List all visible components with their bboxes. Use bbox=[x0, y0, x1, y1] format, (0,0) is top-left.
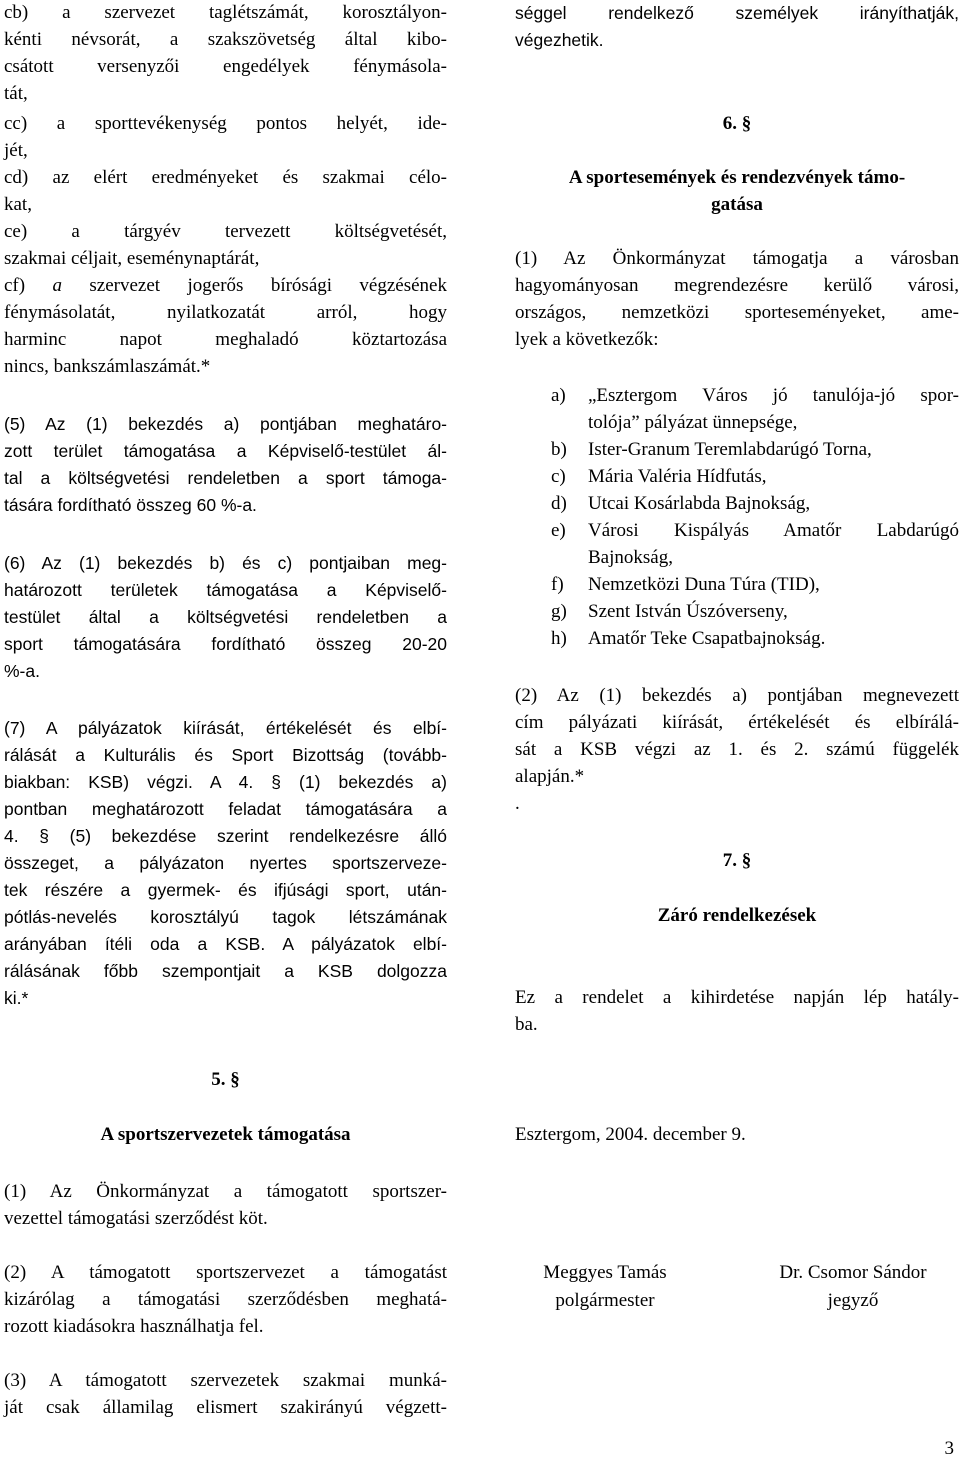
list-item bbox=[515, 518, 959, 544]
text-line: hagyományosan megrendezésre kerülő városi, bbox=[515, 275, 959, 296]
text-line: tek részére a gyermek- és ifjúsági sport, után- bbox=[4, 880, 447, 900]
list-item bbox=[515, 626, 959, 652]
text-line: (1) Az Önkormányzat a támogatott sportszer- bbox=[4, 1181, 447, 1202]
text-line: fénymásolatát, nyilatkozatát arról, hogy bbox=[4, 302, 447, 323]
text-line: séggel rendelkező személyek irányíthatják, bbox=[515, 3, 959, 23]
place-date: Esztergom, 2004. december 9. bbox=[515, 1124, 746, 1145]
text-line: kizárólag a támogatási szerződésben meghatá- bbox=[4, 1289, 447, 1310]
text-line: ját csak államilag elismert szakirányú végzett- bbox=[4, 1397, 447, 1418]
list-item bbox=[515, 437, 959, 463]
text-line: országos, nemzetközi sporteseményeket, ame- bbox=[515, 302, 959, 323]
text-line bbox=[4, 273, 447, 299]
list-label: e) bbox=[551, 520, 566, 541]
text-line: tát, bbox=[4, 83, 28, 104]
text-line: ki.* bbox=[4, 988, 29, 1008]
section-title: A sportszervezetek támogatása bbox=[100, 1124, 351, 1145]
section-number: 6. § bbox=[722, 113, 752, 134]
list-item bbox=[515, 572, 959, 598]
text-line: zott terület támogatása a Képviselő-testület ál- bbox=[4, 441, 447, 461]
text-line: cb) a szervezet taglétszámát, korosztályon- bbox=[4, 2, 447, 23]
signatory-title: jegyző bbox=[827, 1290, 879, 1311]
text-line: cd) az elért eredményeket és szakmai célo- bbox=[4, 167, 447, 188]
text-line: (7) A pályázatok kiírását, értékelését és elbí- bbox=[4, 718, 447, 738]
text-line: rozott kiadásokra használhatja fel. bbox=[4, 1316, 264, 1337]
text-line: alapján.* bbox=[515, 766, 585, 787]
signatory-title: polgármester bbox=[555, 1290, 655, 1311]
list-label: b) bbox=[551, 439, 567, 460]
section-title: Záró rendelkezések bbox=[657, 905, 817, 926]
text-line: ba. bbox=[515, 1014, 538, 1035]
italic-word: a bbox=[52, 275, 62, 296]
list-text: Nemzetközi Duna Túra (TID), bbox=[588, 574, 820, 595]
text-line: %-a. bbox=[4, 661, 40, 681]
page-number: 3 bbox=[944, 1438, 954, 1459]
text-line: végezhetik. bbox=[515, 30, 604, 50]
list-label: f) bbox=[551, 574, 564, 595]
text-line: (6) Az (1) bekezdés b) és c) pontjaiban meg- bbox=[4, 553, 447, 573]
text-line: nincs, bankszámlaszámát.* bbox=[4, 356, 211, 377]
text-line: vezettel támogatási szerződést köt. bbox=[4, 1208, 268, 1229]
list-item bbox=[515, 599, 959, 625]
text-line: szakmai céljait, eseménynaptárát, bbox=[4, 248, 260, 269]
section-number: 7. § bbox=[722, 850, 752, 871]
list-marker: cf) bbox=[4, 275, 53, 296]
text-line: tására fordítható összeg 60 %-a. bbox=[4, 495, 257, 515]
text-line: (1) Az Önkormányzat támogatja a városban bbox=[515, 248, 959, 269]
text-line: rálását a Kulturális és Sport Bizottság (tovább- bbox=[4, 745, 447, 765]
text-line: (2) Az (1) bekezdés a) pontjában megnevezett bbox=[515, 685, 959, 706]
text-line: Ez a rendelet a kihirdetése napján lép hatály- bbox=[515, 987, 959, 1008]
signatory-name: Dr. Csomor Sándor bbox=[779, 1262, 927, 1283]
list-text: Amatőr Teke Csapatbajnokság. bbox=[588, 628, 826, 649]
list-label: g) bbox=[551, 601, 567, 622]
text-line: ce) a tárgyév tervezett költségvetését, bbox=[4, 221, 447, 242]
text-line: (5) Az (1) bekezdés a) pontjában meghatáro- bbox=[4, 414, 447, 434]
text-line: pótlás-nevelés korosztályú tagok létszámának bbox=[4, 907, 447, 927]
list-item bbox=[515, 383, 959, 409]
section-number: 5. § bbox=[211, 1069, 240, 1090]
section-title: A sportesemények és rendezvények támo- bbox=[568, 167, 906, 188]
list-label: a) bbox=[551, 385, 566, 406]
list-text: tolója” pályázat ünnepsége, bbox=[588, 412, 798, 433]
text-fragment: szervezet jogerős bírósági végzésének bbox=[62, 275, 447, 296]
list-text: Utcai Kosárlabda Bajnokság, bbox=[588, 493, 811, 514]
text-line: tal a költségvetési rendeletben a sport támoga- bbox=[4, 468, 447, 488]
text-line: (2) A támogatott sportszervezet a támogatást bbox=[4, 1262, 447, 1283]
text-line: cím pályázati kiírását, értékelését és elbírálá- bbox=[515, 712, 959, 733]
list-item bbox=[515, 491, 959, 517]
text-line: 4. § (5) bekezdése szerint rendelkezésre álló bbox=[4, 826, 447, 846]
text-line: sát a KSB végzi az 1. és 2. számú függelék bbox=[515, 739, 959, 760]
text-line: (3) A támogatott szervezetek szakmai munká- bbox=[4, 1370, 447, 1391]
text-line: határozott területek támogatása a Képviselő- bbox=[4, 580, 447, 600]
text-line: . bbox=[515, 793, 520, 814]
text-line: biakban: KSB) végzi. A 4. § (1) bekezdés a) bbox=[4, 772, 447, 792]
text-line: jét, bbox=[4, 140, 28, 161]
list-text: Mária Valéria Hídfutás, bbox=[588, 466, 767, 487]
text-line: harminc napot meghaladó köztartozása bbox=[4, 329, 447, 350]
text-line: csátott versenyzői engedélyek fénymásola- bbox=[4, 56, 447, 77]
list-text: Ister-Granum Teremlabdarúgó Torna, bbox=[588, 439, 872, 460]
list-text: Városi Kispályás Amatőr Labdarúgó bbox=[588, 520, 959, 541]
text-line: arányában ítéli oda a KSB. A pályázatok elbí- bbox=[4, 934, 447, 954]
list-label: c) bbox=[551, 466, 566, 487]
text-line: rálásának főbb szempontjait a KSB dolgozza bbox=[4, 961, 447, 981]
text-line: összeget, a pályázaton nyertes sportszerveze- bbox=[4, 853, 447, 873]
text-line: kénti névsorát, a szakszövetség által kibo- bbox=[4, 29, 447, 50]
list-item-continuation bbox=[515, 410, 959, 436]
list-text: „Esztergom Város jó tanulója-jó spor- bbox=[588, 385, 959, 406]
text-line: pontban meghatározott feladat támogatására a bbox=[4, 799, 447, 819]
list-item-continuation bbox=[515, 545, 959, 571]
text-line: cc) a sporttevékenység pontos helyét, ide- bbox=[4, 113, 447, 134]
list-text: Bajnokság, bbox=[588, 547, 673, 568]
text-line: kat, bbox=[4, 194, 32, 215]
list-item bbox=[515, 464, 959, 490]
text-line: sport támogatására fordítható összeg 20-20 bbox=[4, 634, 447, 654]
section-title: gatása bbox=[711, 194, 763, 215]
list-text: Szent István Úszóverseny, bbox=[588, 601, 788, 622]
signatory-name: Meggyes Tamás bbox=[543, 1262, 667, 1283]
text-line: lyek a következők: bbox=[515, 329, 659, 350]
list-label: d) bbox=[551, 493, 567, 514]
text-line: testület által a költségvetési rendeletben a bbox=[4, 607, 447, 627]
list-label: h) bbox=[551, 628, 567, 649]
